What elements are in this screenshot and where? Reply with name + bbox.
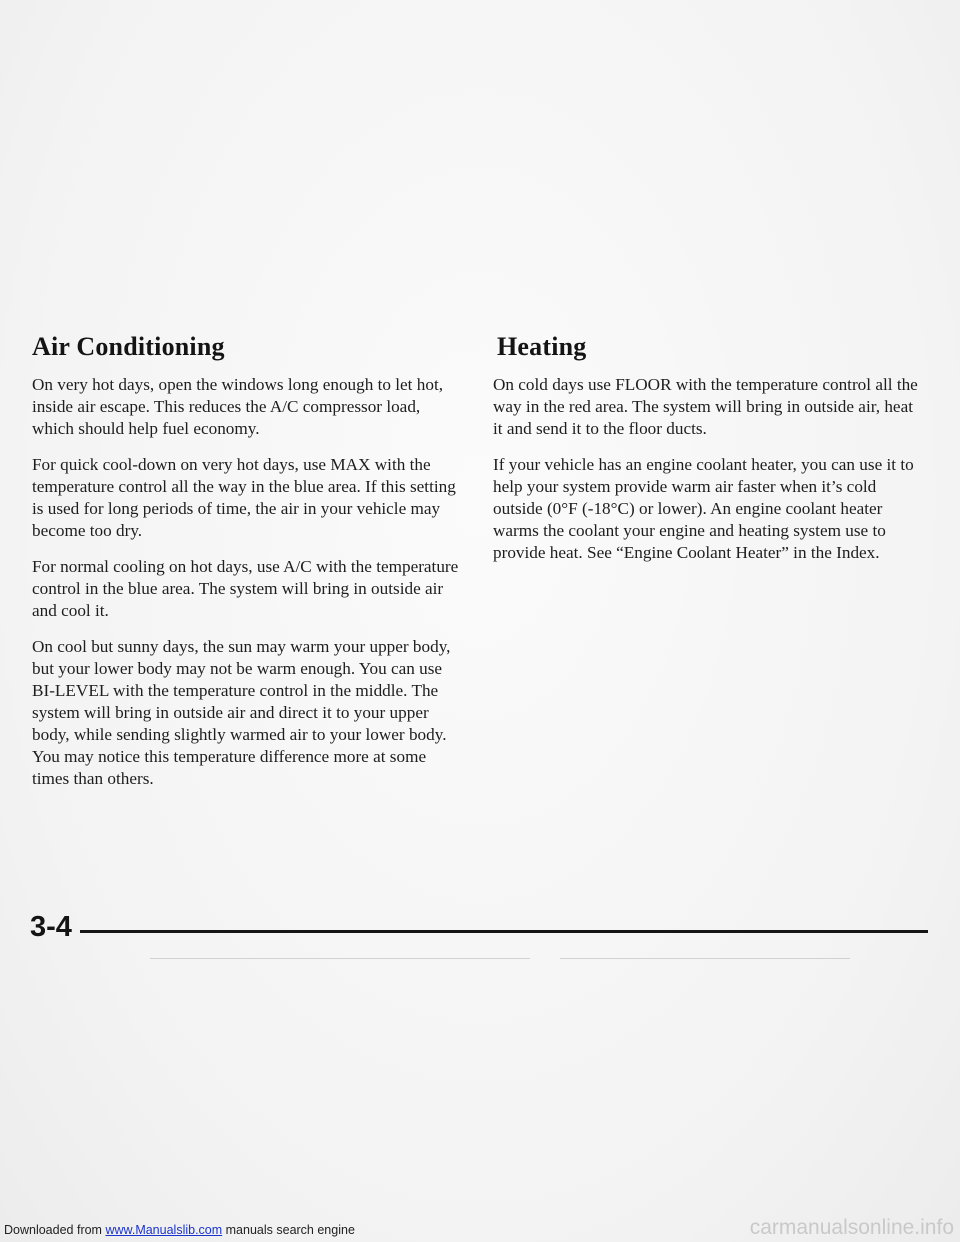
page-number: 3-4: [30, 911, 72, 943]
heating-paragraph-1: On cold days use FLOOR with the temperature control all the way in the red area. The system will bring in outside air, heat it and send it to the floor ducts.: [493, 375, 918, 438]
watermark-prefix: Downloaded from: [4, 1223, 106, 1237]
ac-paragraph-1: On very hot days, open the windows long enough to let hot, inside air escape. This reduces the A/C compressor load, which should help fuel economy.: [32, 375, 444, 438]
ac-paragraph-4: On cool but sunny days, the sun may warm your upper body, but your lower body may not be warm enough. You can use BI-LEVEL with the temperature control in the middle. The system will bring in outside air and direct it to your upper body, while sending slightly warmed air to your lower body. You may notice this temperature difference more at some times than others.: [32, 637, 451, 788]
watermark-suffix: manuals search engine: [222, 1223, 355, 1237]
download-watermark: [4, 1222, 355, 1238]
scan-artifact-line: [150, 958, 530, 959]
heating-section: [493, 332, 923, 578]
manualslib-link[interactable]: www.Manualslib.com: [105, 1223, 223, 1237]
footer-rule: [80, 930, 928, 933]
heating-heading: Heating: [497, 332, 587, 361]
ac-paragraph-3: For normal cooling on hot days, use A/C with the temperature control in the blue area. The system will bring in outside air and cool it.: [32, 557, 459, 620]
air-conditioning-heading: Air Conditioning: [32, 332, 225, 361]
scan-artifact-line: [560, 958, 850, 959]
site-logo: carmanualsonline.info: [749, 1216, 954, 1239]
air-conditioning-section: [32, 332, 462, 804]
heating-paragraph-2: If your vehicle has an engine coolant heater, you can use it to help your system provide warm air faster when it’s cold outside (0°F (-18°C) or lower). An engine coolant heater warms the coolant your engine and heating system use to provide heat. See “Engine Coolant Heater” in the Index.: [493, 455, 914, 562]
ac-paragraph-2: For quick cool-down on very hot days, use MAX with the temperature control all the way in the blue area. If this setting is used for long periods of time, the air in your vehicle may become too dry.: [32, 455, 456, 540]
